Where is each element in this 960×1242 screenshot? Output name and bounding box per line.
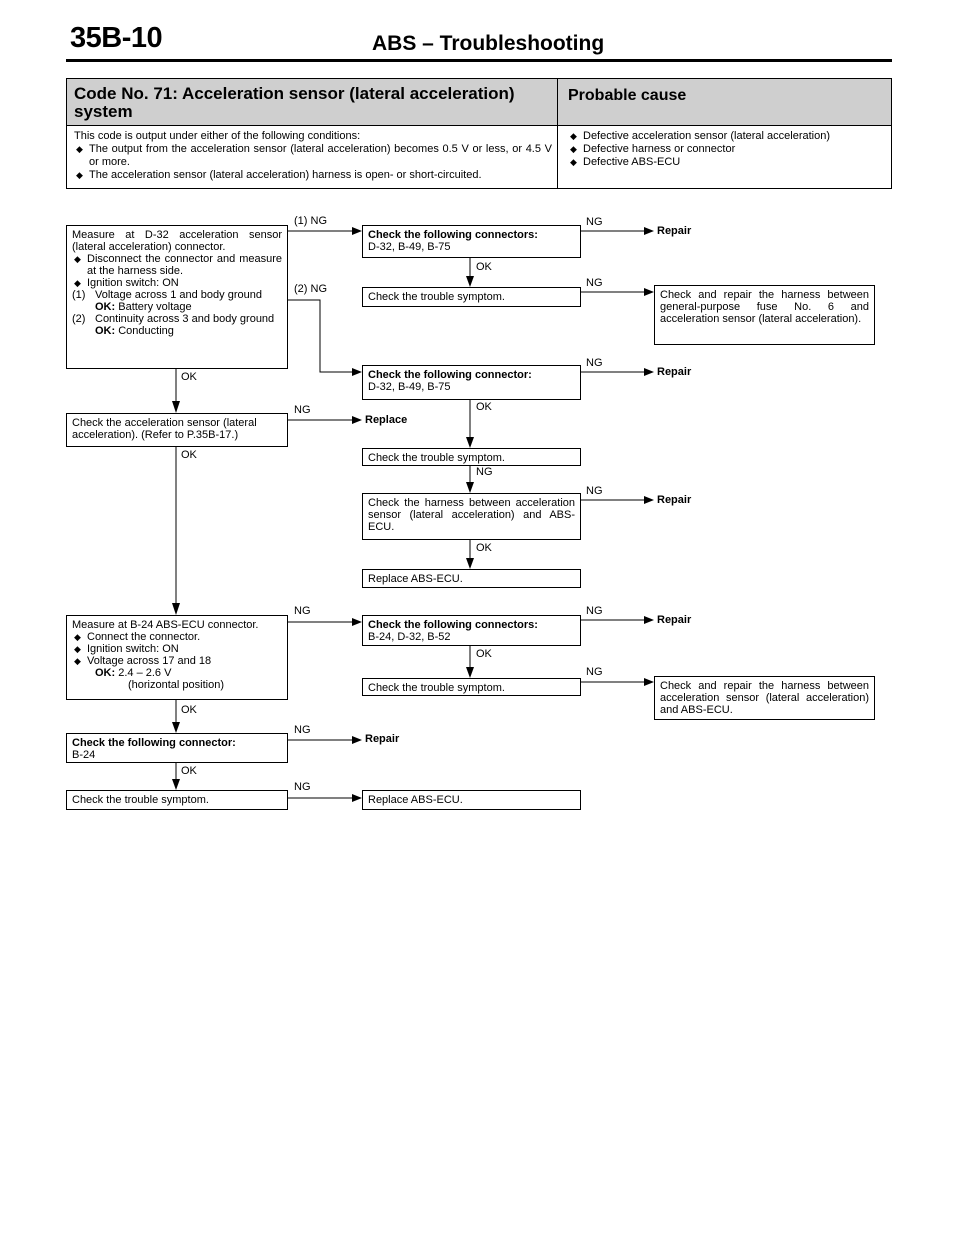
box-text: Replace ABS-ECU. <box>368 794 463 806</box>
box-text: Check the acceleration sensor (lateral acceleration). (Refer to P.35B-17.) <box>72 417 257 441</box>
branch-label: OK <box>476 542 492 554</box>
ok-criterion: OK: Conducting <box>95 325 174 337</box>
probable-cause-title: Probable cause <box>568 87 687 104</box>
check-symptom-box <box>362 678 581 696</box>
box-value: D-32, B-49, B-75 <box>368 381 451 393</box>
box-text: Check the trouble symptom. <box>368 682 505 694</box>
branch-label: NG <box>586 605 603 617</box>
branch-label: NG <box>294 781 311 793</box>
box-title: Check the following connectors: <box>368 619 538 631</box>
box-text: Check the trouble symptom. <box>368 452 505 464</box>
repair-harness-box <box>654 285 875 345</box>
check-connector-box <box>362 365 581 400</box>
cause-item: ◆ Defective harness or connector <box>568 143 888 156</box>
branch-label: OK <box>181 371 197 383</box>
result-repair: Repair <box>657 614 692 626</box>
branch-label: NG <box>586 357 603 369</box>
measure-d32-box <box>66 225 288 369</box>
code-title: Code No. 71: Acceleration sensor (lateral acceleration) system <box>74 84 515 121</box>
box-value: D-32, B-49, B-75 <box>368 241 451 253</box>
box-bullet: ◆ Connect the connector. <box>72 631 282 643</box>
check-sensor-box <box>66 413 288 447</box>
box-title: Measure at B-24 ABS-ECU connector. <box>72 619 259 631</box>
cause-item: ◆ Defective acceleration sensor (lateral acceleration) <box>568 130 888 143</box>
condition-item: ◆ The acceleration sensor (lateral acceleration) harness is open- or short-circuited. <box>74 169 552 182</box>
condition-intro: This code is output under either of the following conditions: <box>74 130 361 142</box>
replace-ecu-box <box>362 790 581 810</box>
branch-label: NG <box>586 485 603 497</box>
check-connector-b24-box <box>66 733 288 763</box>
branch-label: NG <box>586 277 603 289</box>
check-connectors-box <box>362 225 581 258</box>
branch-label: NG <box>586 216 603 228</box>
page-title: ABS – Troubleshooting <box>372 32 605 55</box>
box-text: Check the trouble symptom. <box>368 291 505 303</box>
box-text: Check and repair the harness between acceleration sensor (lateral acceleration) and ABS-ECU. <box>660 680 869 716</box>
branch-label: (2) NG <box>294 283 327 295</box>
branch-label: OK <box>181 449 197 461</box>
branch-label: OK <box>476 401 492 413</box>
repair-harness-box <box>654 676 875 720</box>
box-text: Check the trouble symptom. <box>72 794 209 806</box>
box-bullet: ◆ Disconnect the connector and measure at the harness side. <box>72 253 282 277</box>
page-number: 35B-10 <box>70 22 163 54</box>
result-repair: Repair <box>657 366 692 378</box>
check-connectors-box <box>362 615 581 646</box>
branch-label: OK <box>181 704 197 716</box>
box-value: B-24 <box>72 749 96 761</box>
numbered-item: (2) Continuity across 3 and body ground <box>72 313 275 325</box>
branch-label: OK <box>476 648 492 660</box>
result-repair: Repair <box>657 225 692 237</box>
branch-label: (1) NG <box>294 215 327 227</box>
box-title: Measure at D-32 acceleration sensor (lateral acceleration) connector. <box>72 229 282 253</box>
measure-b24-box <box>66 615 288 700</box>
box-bullet: ◆ Ignition switch: ON <box>72 277 282 289</box>
check-harness-box <box>362 493 581 540</box>
check-symptom-box <box>362 287 581 307</box>
cause-item: ◆ Defective ABS-ECU <box>568 156 888 169</box>
box-text: Check and repair the harness between general-purpose fuse No. 6 and acceleration sensor (lateral acceleration). <box>660 289 869 325</box>
branch-label: OK <box>181 765 197 777</box>
branch-label: NG <box>294 605 311 617</box>
box-title: Check the following connector: <box>368 369 532 381</box>
box-value: B-24, D-32, B-52 <box>368 631 451 643</box>
check-symptom-box <box>362 448 581 466</box>
branch-label: NG <box>586 666 603 678</box>
result-replace: Replace <box>365 414 408 426</box>
box-bullet: ◆ Ignition switch: ON <box>72 643 282 655</box>
box-bullet: ◆ Voltage across 17 and 18 <box>72 655 282 667</box>
box-title: Check the following connector: <box>72 737 236 749</box>
ok-criterion: OK: 2.4 – 2.6 V <box>95 667 172 679</box>
ok-criterion: OK: Battery voltage <box>95 301 192 313</box>
condition-item: ◆ The output from the acceleration sensor (lateral acceleration) becomes 0.5 V or less, or 4.5 V or more. <box>74 143 552 169</box>
result-repair: Repair <box>657 494 692 506</box>
box-text: Replace ABS-ECU. <box>368 573 463 585</box>
box-text: Check the harness between acceleration sensor (lateral acceleration) and ABS-ECU. <box>368 497 575 533</box>
branch-label: NG <box>294 404 311 416</box>
replace-ecu-box <box>362 569 581 588</box>
branch-label: NG <box>476 466 493 478</box>
branch-label: NG <box>294 724 311 736</box>
numbered-item: (1) Voltage across 1 and body ground <box>72 289 262 301</box>
result-repair: Repair <box>365 733 400 745</box>
ok-note: (horizontal position) <box>128 679 224 691</box>
box-title: Check the following connectors: <box>368 229 538 241</box>
check-symptom-box <box>66 790 288 810</box>
branch-label: OK <box>476 261 492 273</box>
